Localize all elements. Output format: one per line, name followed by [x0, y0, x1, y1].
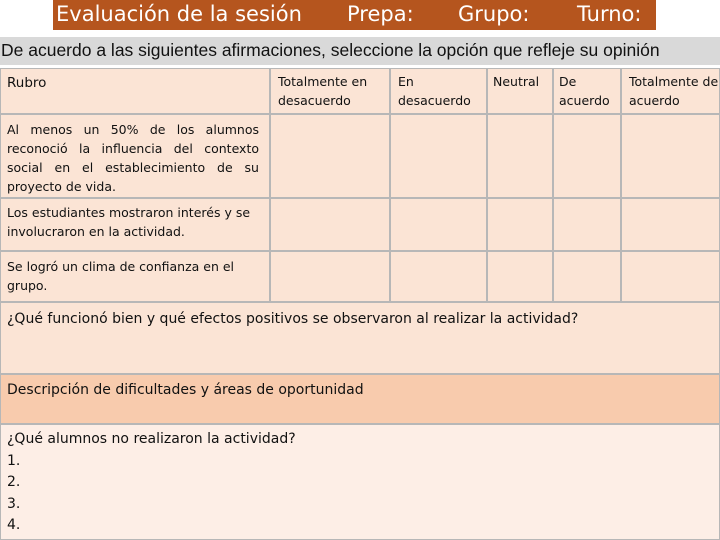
- instruction-bar: [0, 37, 720, 65]
- header-totalmente-acuerdo-label: Totalmente de acuerdo: [629, 74, 719, 108]
- rating-cell[interactable]: [621, 198, 720, 251]
- header-totalmente-acuerdo: [621, 68, 720, 114]
- rating-cell[interactable]: [390, 198, 487, 251]
- difficulties-box[interactable]: [0, 374, 720, 424]
- turno-label: Turno:: [577, 2, 642, 26]
- grupo-label: Grupo:: [458, 2, 530, 26]
- rating-cell[interactable]: [390, 251, 487, 302]
- missing-students-question: ¿Qué alumnos no realizaron la actividad?: [7, 431, 296, 447]
- header-en-desacuerdo: [390, 68, 487, 114]
- header-rubro: [0, 68, 270, 114]
- rating-cell[interactable]: [621, 114, 720, 198]
- row-1-text: Al menos un 50% de los alumnos reconoció la influencia del contexto social en el establecimiento de su proyecto de vida.: [7, 122, 259, 194]
- positive-effects-box[interactable]: [0, 302, 720, 374]
- rating-cell[interactable]: [553, 251, 621, 302]
- rating-cell[interactable]: [553, 198, 621, 251]
- header-totalmente-desacuerdo-label: Totalmente en desacuerdo: [278, 74, 368, 108]
- session-header: [53, 0, 656, 30]
- rating-cell[interactable]: [487, 198, 553, 251]
- session-title: Evaluación de la sesión: [56, 2, 302, 26]
- missing-students-list: [7, 451, 296, 537]
- header-rubro-label: Rubro: [7, 75, 47, 91]
- rating-cell[interactable]: [270, 114, 390, 198]
- prepa-label: Prepa:: [347, 2, 414, 26]
- header-neutral-label: Neutral: [493, 74, 540, 89]
- rating-cell[interactable]: [487, 251, 553, 302]
- header-neutral: [487, 68, 553, 114]
- header-de-acuerdo-label: De acuerdo: [559, 74, 610, 108]
- positive-effects-question: ¿Qué funcionó bien y qué efectos positivos se observaron al realizar la actividad?: [7, 311, 579, 327]
- row-3-text: Se logró un clima de confianza en el grupo.: [7, 259, 235, 293]
- row-2-text: Los estudiantes mostraron interés y se involucraron en la actividad.: [7, 205, 251, 239]
- header-en-desacuerdo-label: En desacuerdo: [398, 74, 471, 108]
- rating-cell[interactable]: [270, 198, 390, 251]
- list-item: 3.: [7, 495, 21, 512]
- rating-cell[interactable]: [487, 114, 553, 198]
- instruction-text: De acuerdo a las siguientes afirmaciones, seleccione la opción que refleje su opinión: [1, 40, 660, 60]
- rating-cell[interactable]: [621, 251, 720, 302]
- missing-students-box[interactable]: [0, 424, 720, 540]
- header-totalmente-desacuerdo: [270, 68, 390, 114]
- rating-cell[interactable]: [553, 114, 621, 198]
- header-de-acuerdo: [553, 68, 621, 114]
- difficulties-label: Descripción de dificultades y áreas de oportunidad: [7, 382, 364, 398]
- table-row-label: [0, 251, 270, 302]
- table-row-label: [0, 198, 270, 251]
- list-item: 4.: [7, 517, 21, 533]
- list-item: 2.: [7, 474, 21, 490]
- list-item: 1.: [7, 452, 21, 469]
- rating-cell[interactable]: [390, 114, 487, 198]
- rating-cell[interactable]: [270, 251, 390, 302]
- table-row-label: [0, 114, 270, 198]
- missing-students-content: [7, 429, 296, 537]
